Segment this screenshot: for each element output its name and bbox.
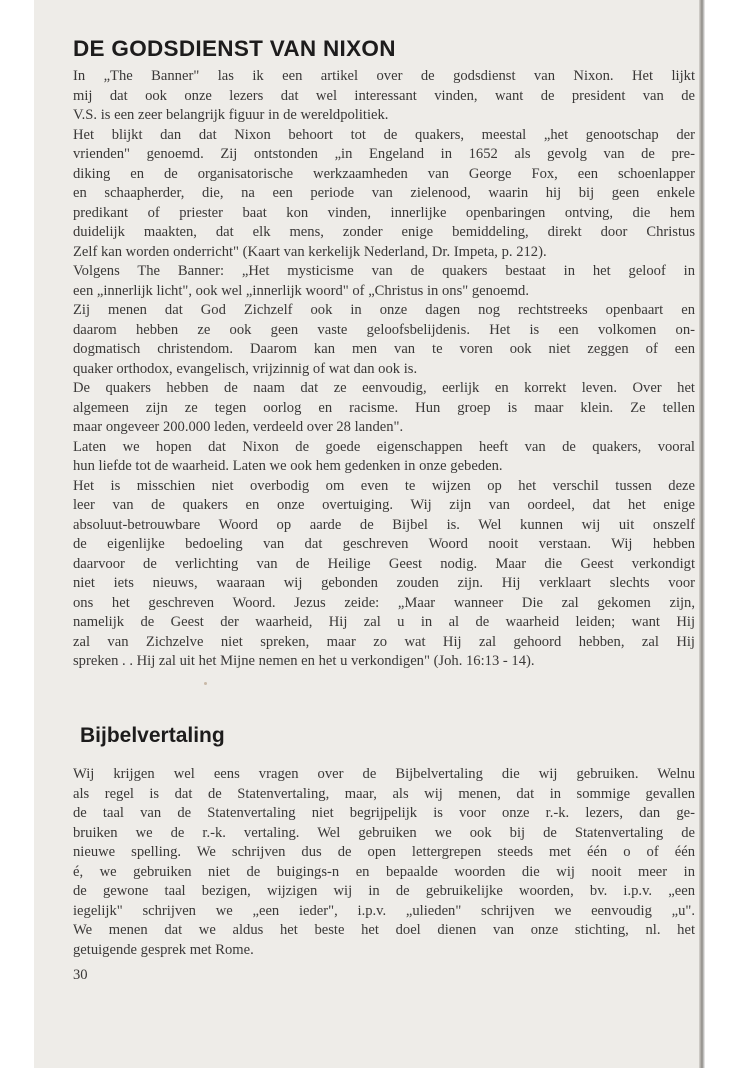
text-line: predikant of priester baat kon vinden, innerlijke openbaringen ontving, die hem: [73, 204, 695, 221]
text-line: de taal van de Statenvertaling niet begrijpelijk is voor onze r.-k. lezers, dan ge-: [73, 805, 695, 821]
paragraph: [73, 262, 695, 301]
text-line: nieuwe spelling. We schrijven dus de open lettergrepen steeds met één o of één: [73, 844, 695, 860]
text-line: V.S. is een zeer belangrijk figuur in de wereldpolitiek.: [73, 107, 389, 123]
text-line: diking en de organisatorische werkzaamheden van George Fox, een schoenlapper: [73, 165, 695, 182]
print-speck: [204, 682, 207, 685]
section-heading-bijbelvertaling: Bijbelvertaling: [80, 724, 225, 747]
text-line: daarvoor de verlichting van de Heilige Geest nodig. Maar die Geest verkondigt: [73, 555, 695, 572]
text-line: absoluut-betrouwbare Woord op aarde de Bijbel is. Wel kunnen wij uit onszelf: [73, 516, 695, 533]
text-line: Zelf kan worden onderricht" (Kaart van kerkelijk Nederland, Dr. Impeta, p. 212).: [73, 243, 547, 260]
text-line: de eigenlijke bedoeling van dat geschreven Woord nooit verstaan. Wij hebben: [73, 536, 695, 552]
paragraph: [73, 765, 695, 960]
paragraph: [73, 438, 695, 477]
text-line: niet iets nieuws, waaraan wij gebonden zouden zijn. Hij verklaart slechts voor: [73, 575, 695, 591]
text-line: en schaapherder, die, na een periode van zielenood, waarin hij bij geen enkele: [73, 185, 695, 201]
paragraph: [73, 379, 695, 438]
text-line: duidelijk maakten, dat elk mens, zonder enige bemiddeling, direkt door Christus: [73, 224, 695, 240]
paragraph: [73, 301, 695, 379]
text-line: zal van Zichzelve niet spreken, maar zo wat Hij zal gehoord hebben, zal Hij: [73, 633, 695, 650]
text-line: leer van de quakers en onze overtuiging. Wij zijn van oordeel, dat het enige: [73, 497, 695, 513]
text-line: als regel is dat de Statenvertaling, maar, als wij menen, dat in sommige gevallen: [73, 785, 695, 802]
text-line: daarom hebben ze ook geen vaste geloofsbelijdenis. Het is een volkomen on-: [73, 321, 695, 338]
text-line: iegelijk" schrijven we „een ieder", i.p.v. „ulieden" schrijven we eenvoudig „u".: [73, 902, 695, 919]
text-line: quaker orthodox, evangelisch, vrijzinnig of wat dan ook is.: [73, 360, 418, 377]
text-line: namelijk de Geest der waarheid, Hij zal u in al de waarheid leiden; want Hij: [73, 614, 695, 630]
paragraph: [73, 67, 695, 126]
section-body-bijbelvertaling: [73, 765, 695, 960]
text-line: Het is misschien niet overbodig om even te wijzen op het verschil tussen deze: [73, 477, 695, 494]
paragraph: [73, 477, 695, 672]
text-line: maar ongeveer 200.000 leden, verdeeld over 28 landen".: [73, 419, 404, 435]
paragraph: [73, 126, 695, 263]
text-line: vrienden" genoemd. Zij ontstonden „in Engeland in 1652 als gevolg van de pre-: [73, 146, 695, 162]
text-line: hun liefde tot de waarheid. Laten we ook hem gedenken in onze gebeden.: [73, 458, 503, 474]
article-body: [73, 67, 695, 672]
text-line: De quakers hebben de naam dat ze eenvoudig, eerlijk en korrekt leven. Over het: [73, 380, 695, 396]
text-line: Volgens The Banner: „Het mysticisme van de quakers bestaat in het geloof in: [73, 263, 695, 279]
text-line: een „innerlijk licht", ook wel „innerlijk woord" of „Christus in ons" genoemd.: [73, 282, 529, 299]
text-line: é, we gebruiken niet de buigings-n en bepaalde woorden die wij nooit meer in: [73, 863, 695, 880]
text-line: getuigende gesprek met Rome.: [73, 941, 254, 958]
text-line: bruiken we de r.-k. vertaling. Wel gebruiken we ook bij de Statenvertaling de: [73, 824, 695, 841]
text-line: ons het geschreven Woord. Jezus zeide: „Maar wanneer Die zal gekomen zijn,: [73, 594, 695, 611]
article-title: DE GODSDIENST VAN NIXON: [73, 36, 396, 61]
text-line: dogmatisch christendom. Daarom kan men van te voren ook niet zeggen of een: [73, 341, 695, 357]
text-line: In „The Banner" las ik een artikel over de godsdienst van Nixon. Het lijkt: [73, 68, 695, 84]
text-line: de gewone taal bezigen, wijzigen wij in de gebruikelijke woorden, bv. i.p.v. „een: [73, 883, 695, 899]
text-line: Wij krijgen wel eens vragen over de Bijbelvertaling die wij gebruiken. Welnu: [73, 766, 695, 782]
text-line: algemeen zijn ze tegen oorlog en racisme. Hun groep is maar klein. Ze tellen: [73, 399, 695, 416]
text-line: Laten we hopen dat Nixon de goede eigenschappen heeft van de quakers, vooral: [73, 438, 695, 455]
page-number: 30: [73, 967, 88, 983]
text-line: spreken . . Hij zal uit het Mijne nemen en het u verkondigen" (Joh. 16:13 - 14).: [73, 653, 535, 669]
text-line: mij dat ook onze lezers dat wel interessant vinden, want de president van de: [73, 87, 695, 104]
page-edge-shadow: [699, 0, 705, 1068]
text-line: Zij menen dat God Zichzelf ook in onze dagen nog rechtstreeks openbaart en: [73, 302, 695, 318]
text-line: Het blijkt dan dat Nixon behoort tot de quakers, meestal „het genootschap der: [73, 126, 695, 143]
text-line: We menen dat we aldus het beste het doel dienen van onze stichting, nl. het: [73, 922, 695, 938]
